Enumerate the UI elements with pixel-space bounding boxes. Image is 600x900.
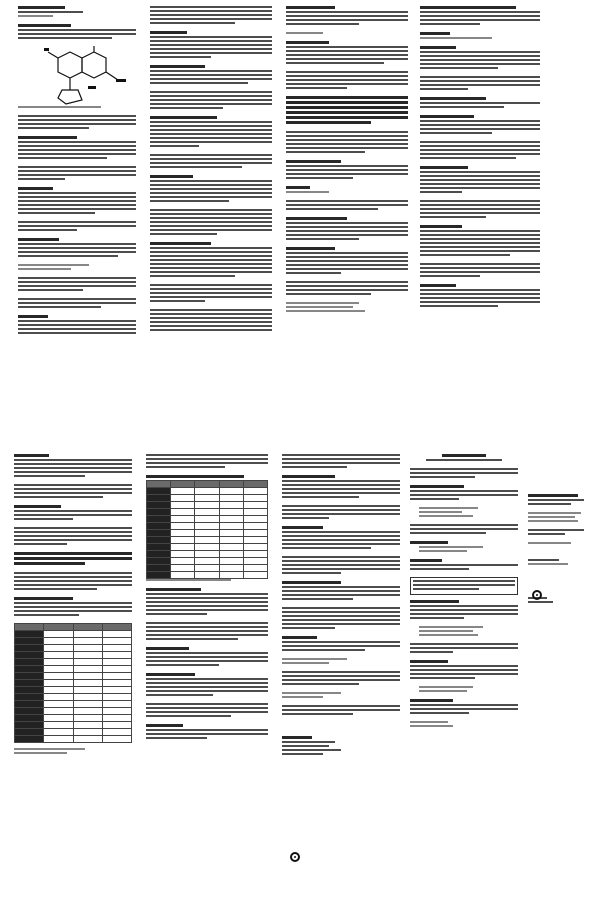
- text-column-2: [150, 6, 272, 411]
- text-column-1: [18, 6, 136, 411]
- logo-icon: [290, 852, 300, 862]
- text-column-7: [282, 454, 400, 894]
- text-column-5: [14, 454, 132, 894]
- data-table-middle: [146, 480, 268, 579]
- chemical-structure-diagram: [18, 46, 136, 106]
- document-page-bottom: [0, 450, 600, 900]
- text-column-3: [286, 6, 408, 411]
- document-page-top: [0, 0, 600, 420]
- manufacturer-logo-2: [532, 590, 545, 600]
- manufacturer-logo-1: [290, 852, 303, 862]
- text-column-8: [410, 454, 518, 894]
- logo-icon: [532, 590, 542, 600]
- text-column-4: [420, 6, 540, 411]
- text-column-6: [146, 454, 268, 894]
- data-table-left: [14, 623, 132, 743]
- text-column-9: [528, 494, 590, 824]
- boxed-warning: [410, 577, 518, 595]
